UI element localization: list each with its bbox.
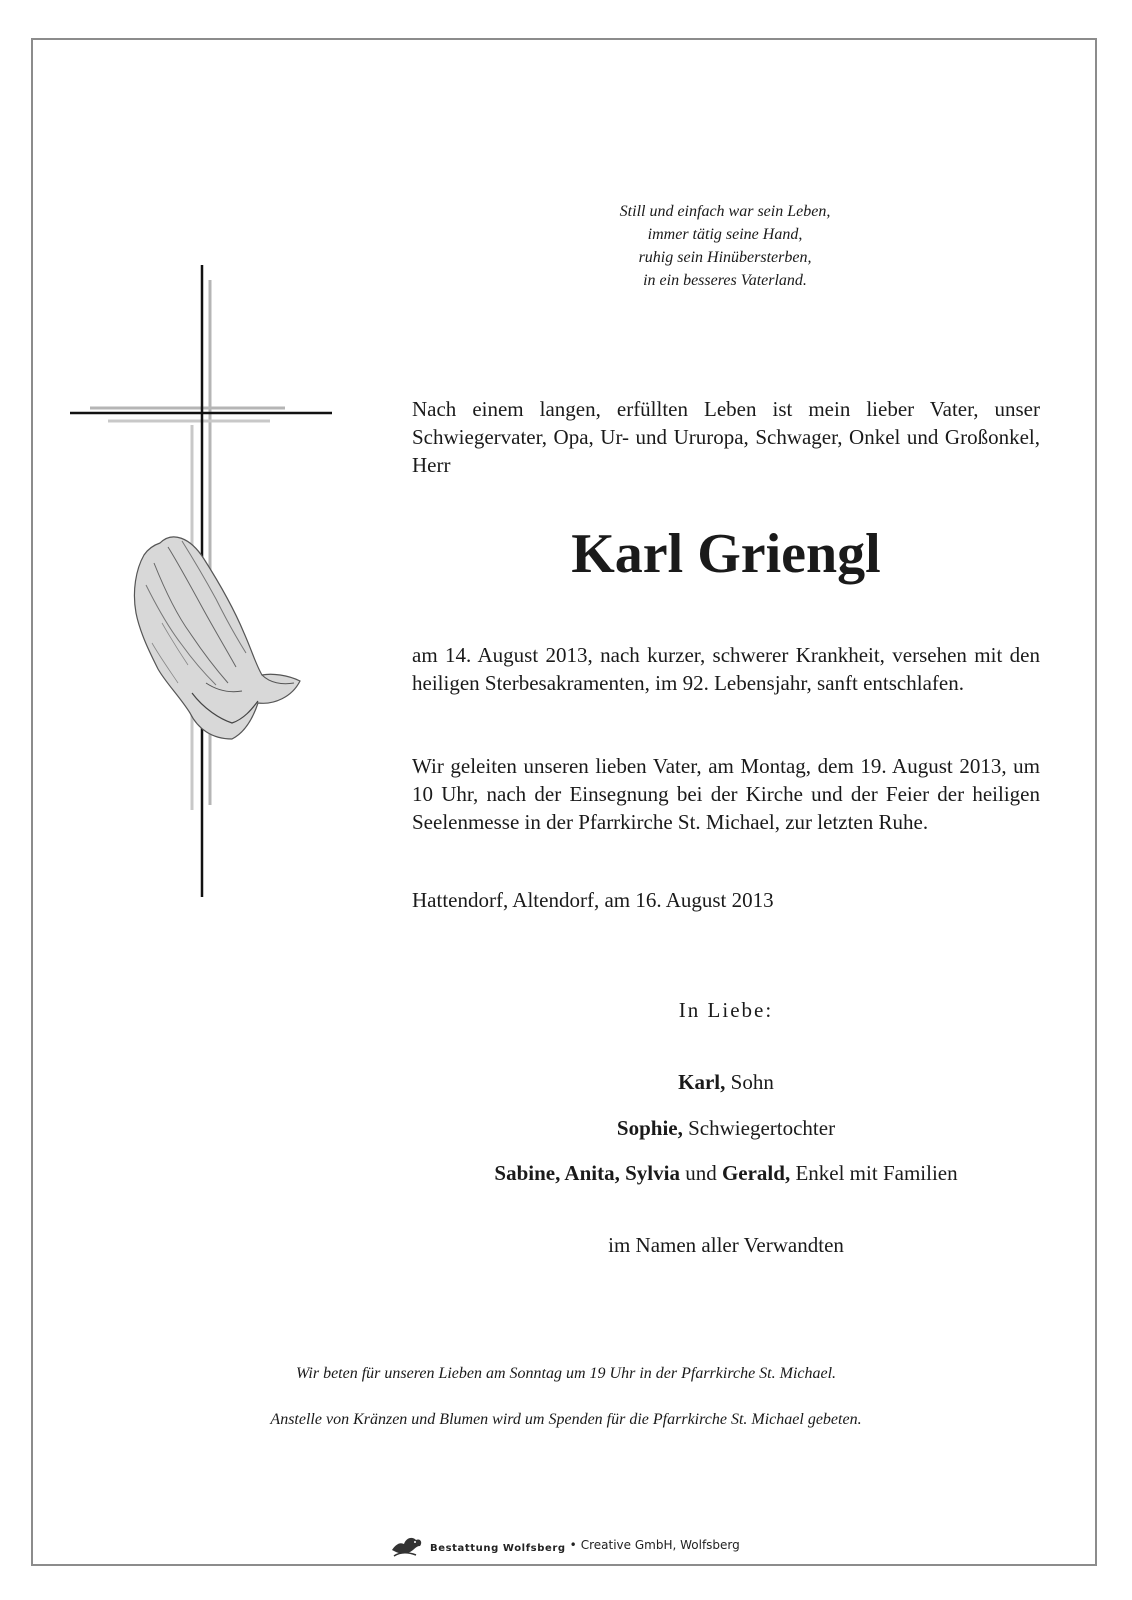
mourners-closing: im Namen aller Verwandten	[608, 1233, 844, 1257]
poem-line: Still und einfach war sein Leben,	[619, 203, 831, 220]
mourner-connector: und	[685, 1161, 717, 1185]
mourner-line	[412, 1068, 1040, 1096]
brand-logo-name: Bestattung Wolfsberg	[430, 1542, 566, 1554]
poem-line: immer tätig seine Hand,	[647, 226, 803, 243]
publisher-brand	[390, 1530, 770, 1560]
mourner-line	[412, 1114, 1040, 1142]
mourner-relation: Schwiegertochter	[688, 1116, 836, 1140]
brand-company: Creative GmbH, Wolfsberg	[580, 1538, 740, 1552]
mourner-name: Sophie,	[616, 1116, 683, 1140]
donation-note: Anstelle von Kränzen und Blumen wird um Spenden für die Pfarrkirche St. Michael gebeten.	[270, 1411, 862, 1428]
intro-paragraph: Nach einem langen, erfüllten Leben ist mein lieber Vater, unser Schwiegervater, Opa, Ur- und Ururopa, Schwager, Onkel und Großonkel, Herr	[412, 397, 1040, 477]
mourner-line	[412, 1159, 1040, 1187]
poem-line: in ein besseres Vaterland.	[643, 272, 807, 289]
deceased-name: Karl Griengl	[571, 523, 881, 585]
poem-line: ruhig sein Hinübersterben,	[638, 249, 812, 266]
poem	[560, 200, 890, 292]
mourners-heading: In Liebe:	[678, 998, 774, 1022]
bird-logo-icon	[390, 1532, 424, 1558]
cross-icon	[70, 265, 340, 915]
praying-hands-icon	[134, 537, 300, 739]
prayer-note: Wir beten für unseren Lieben am Sonntag um 19 Uhr in der Pfarrkirche St. Michael.	[295, 1365, 837, 1382]
death-details-paragraph: am 14. August 2013, nach kurzer, schwerer Krankheit, versehen mit den heiligen Sterbesakramenten, im 92. Lebensjahr, sanft entschlafen.	[412, 643, 1040, 695]
place-date: Hattendorf, Altendorf, am 16. August 2013	[412, 888, 774, 912]
mourner-relation: Sohn	[730, 1070, 774, 1094]
mourner-name: Karl,	[678, 1070, 726, 1094]
mourner-relation: Enkel mit Familien	[795, 1161, 958, 1185]
mourner-name: Gerald,	[721, 1161, 791, 1185]
funeral-paragraph: Wir geleiten unseren lieben Vater, am Montag, dem 19. August 2013, um 10 Uhr, nach der Einsegnung bei der Kirche und der Feier der heiligen Seelenmesse in der Pfarrkirche St. Michael, zur letzten Ruhe.	[412, 754, 1040, 834]
mourner-name: Sabine, Anita, Sylvia	[494, 1161, 680, 1185]
brand-separator: •	[569, 1538, 577, 1552]
